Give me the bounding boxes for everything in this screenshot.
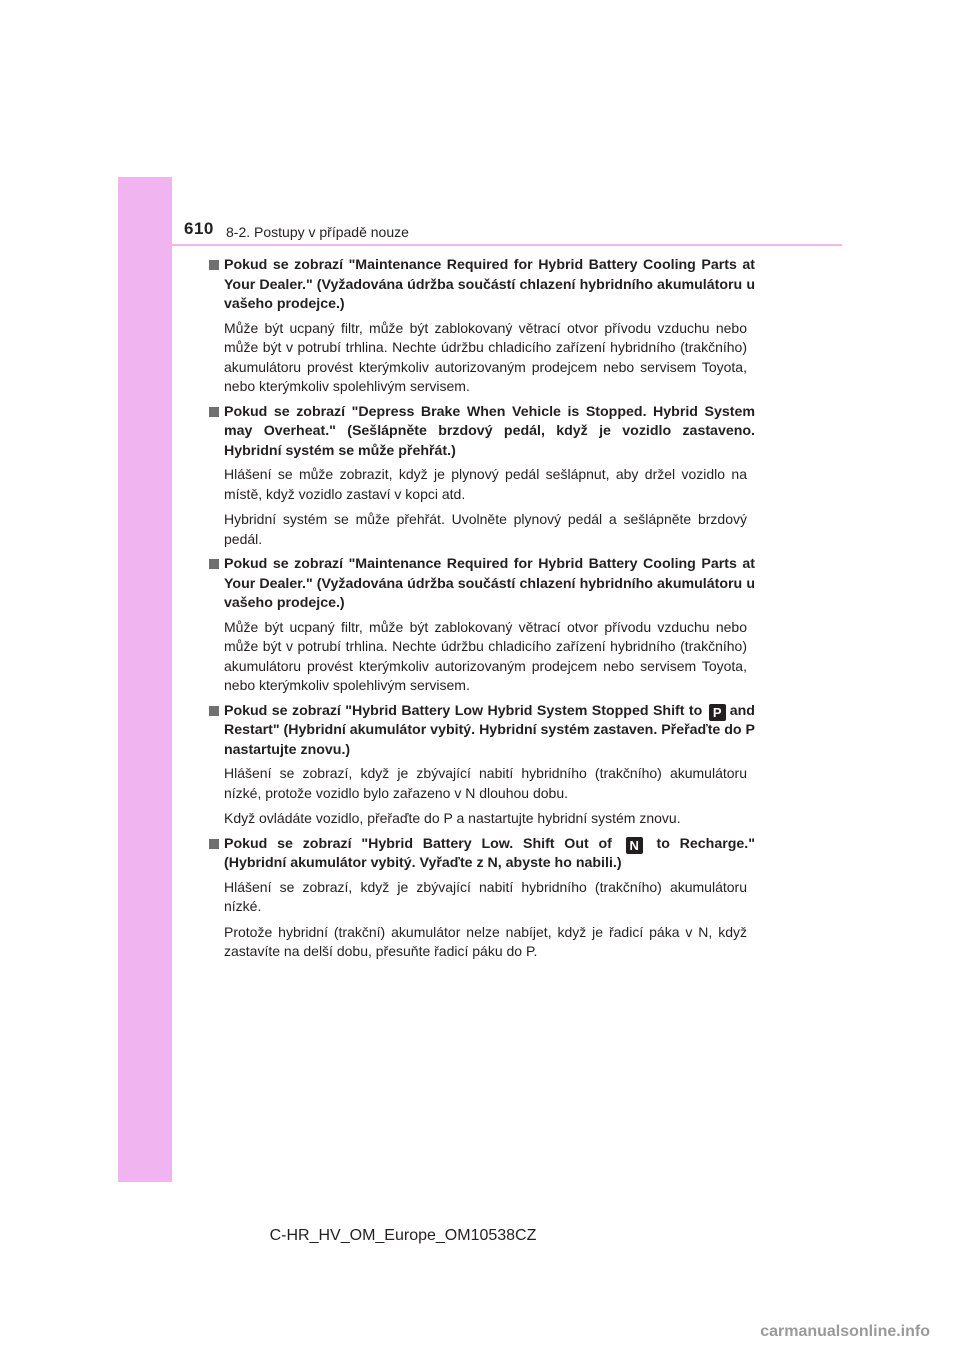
item-paragraph: Hybridní systém se může přehřát. Uvolněte plynový pedál a sešlápněte brzdový pedál. bbox=[224, 511, 747, 547]
item-heading: Pokud se zobrazí "Hybrid Battery Low. Shift Out of N to Recharge." (Hybridní akumulátor vybitý. Vyřaďte z N, abyste ho nabili.) bbox=[208, 835, 755, 874]
item-paragraph: Protože hybridní (trakční) akumulátor nelze nabíjet, když je řadicí páka v N, když zastavíte na delší dobu, přesuňte řadicí páku do P. bbox=[224, 923, 747, 959]
chapter-sidebar-tab bbox=[118, 177, 172, 1182]
item-heading: Pokud se zobrazí "Maintenance Required for Hybrid Battery Cooling Parts at Your Dealer." (Vyžadována údržba součástí chlazení hybridního akumulátoru u vašeho prodejce.) bbox=[208, 555, 755, 614]
list-item bbox=[208, 403, 755, 550]
list-item bbox=[208, 835, 755, 962]
square-bullet-icon bbox=[209, 559, 219, 569]
square-bullet-icon bbox=[209, 260, 219, 270]
list-item bbox=[208, 256, 755, 397]
square-bullet-icon bbox=[209, 407, 219, 417]
shift-position-n-icon: N bbox=[626, 837, 643, 854]
item-paragraph: Hlášení se může zobrazit, když je plynový pedál sešlápnut, aby držel vozidlo na místě, když vozidlo zastaví v kopci atd. bbox=[224, 466, 747, 502]
watermark-link[interactable]: carmanualsonline.info bbox=[760, 1323, 930, 1340]
header-divider bbox=[172, 244, 842, 246]
list-item bbox=[208, 555, 755, 696]
item-paragraph: Hlášení se zobrazí, když je zbývající nabití hybridního (trakčního) akumulátoru nízké, protože vozidlo bylo zařazeno v N dlouhou dobu. bbox=[224, 765, 747, 801]
list-item bbox=[208, 702, 755, 829]
item-heading: Pokud se zobrazí "Depress Brake When Vehicle is Stopped. Hybrid System may Overheat." (Sešlápněte brzdový pedál, když je vozidlo zastaveno. Hybridní systém se může přehřát.) bbox=[208, 403, 755, 462]
shift-position-p-icon: P bbox=[709, 704, 726, 721]
square-bullet-icon bbox=[209, 706, 219, 716]
document-footer bbox=[0, 1227, 960, 1245]
item-paragraph: Může být ucpaný filtr, může být zablokovaný větrací otvor přívodu vzduchu nebo může být v potrubí trhlina. Nechte údržbu chladicího zařízení hybridního (trakčního) akumulátoru provést kterýmkoliv autorizovaným prodejcem nebo servisem Toyota, nebo kterýmkoliv spolehlivým servisem. bbox=[224, 618, 747, 693]
document-code: C-HR_HV_OM_Europe_OM10538CZ bbox=[269, 1227, 537, 1244]
item-heading: Pokud se zobrazí "Hybrid Battery Low Hybrid System Stopped Shift to P and Restart" (Hybridní akumulátor vybitý. Hybridní systém zastaven. Přeřaďte do P nastartujte znovu.) bbox=[208, 702, 755, 761]
square-bullet-icon bbox=[209, 839, 219, 849]
item-paragraph: Když ovládáte vozidlo, přeřaďte do P a nastartujte hybridní systém znovu. bbox=[224, 810, 681, 826]
item-paragraph: Může být ucpaný filtr, může být zablokovaný větrací otvor přívodu vzduchu nebo může být v potrubí trhlina. Nechte údržbu chladicího zařízení hybridního (trakčního) akumulátoru provést kterýmkoliv autorizovaným prodejcem nebo servisem Toyota, nebo kterýmkoliv spolehlivým servisem. bbox=[224, 319, 747, 394]
section-title: 8-2. Postupy v případě nouze bbox=[226, 224, 409, 240]
item-paragraph: Hlášení se zobrazí, když je zbývající nabití hybridního (trakčního) akumulátoru nízké. bbox=[224, 878, 747, 914]
page-content bbox=[208, 256, 755, 968]
item-heading: Pokud se zobrazí "Maintenance Required for Hybrid Battery Cooling Parts at Your Dealer." (Vyžadována údržba součástí chlazení hybridního akumulátoru u vašeho prodejce.) bbox=[208, 256, 755, 315]
page-number: 610 bbox=[184, 219, 214, 238]
